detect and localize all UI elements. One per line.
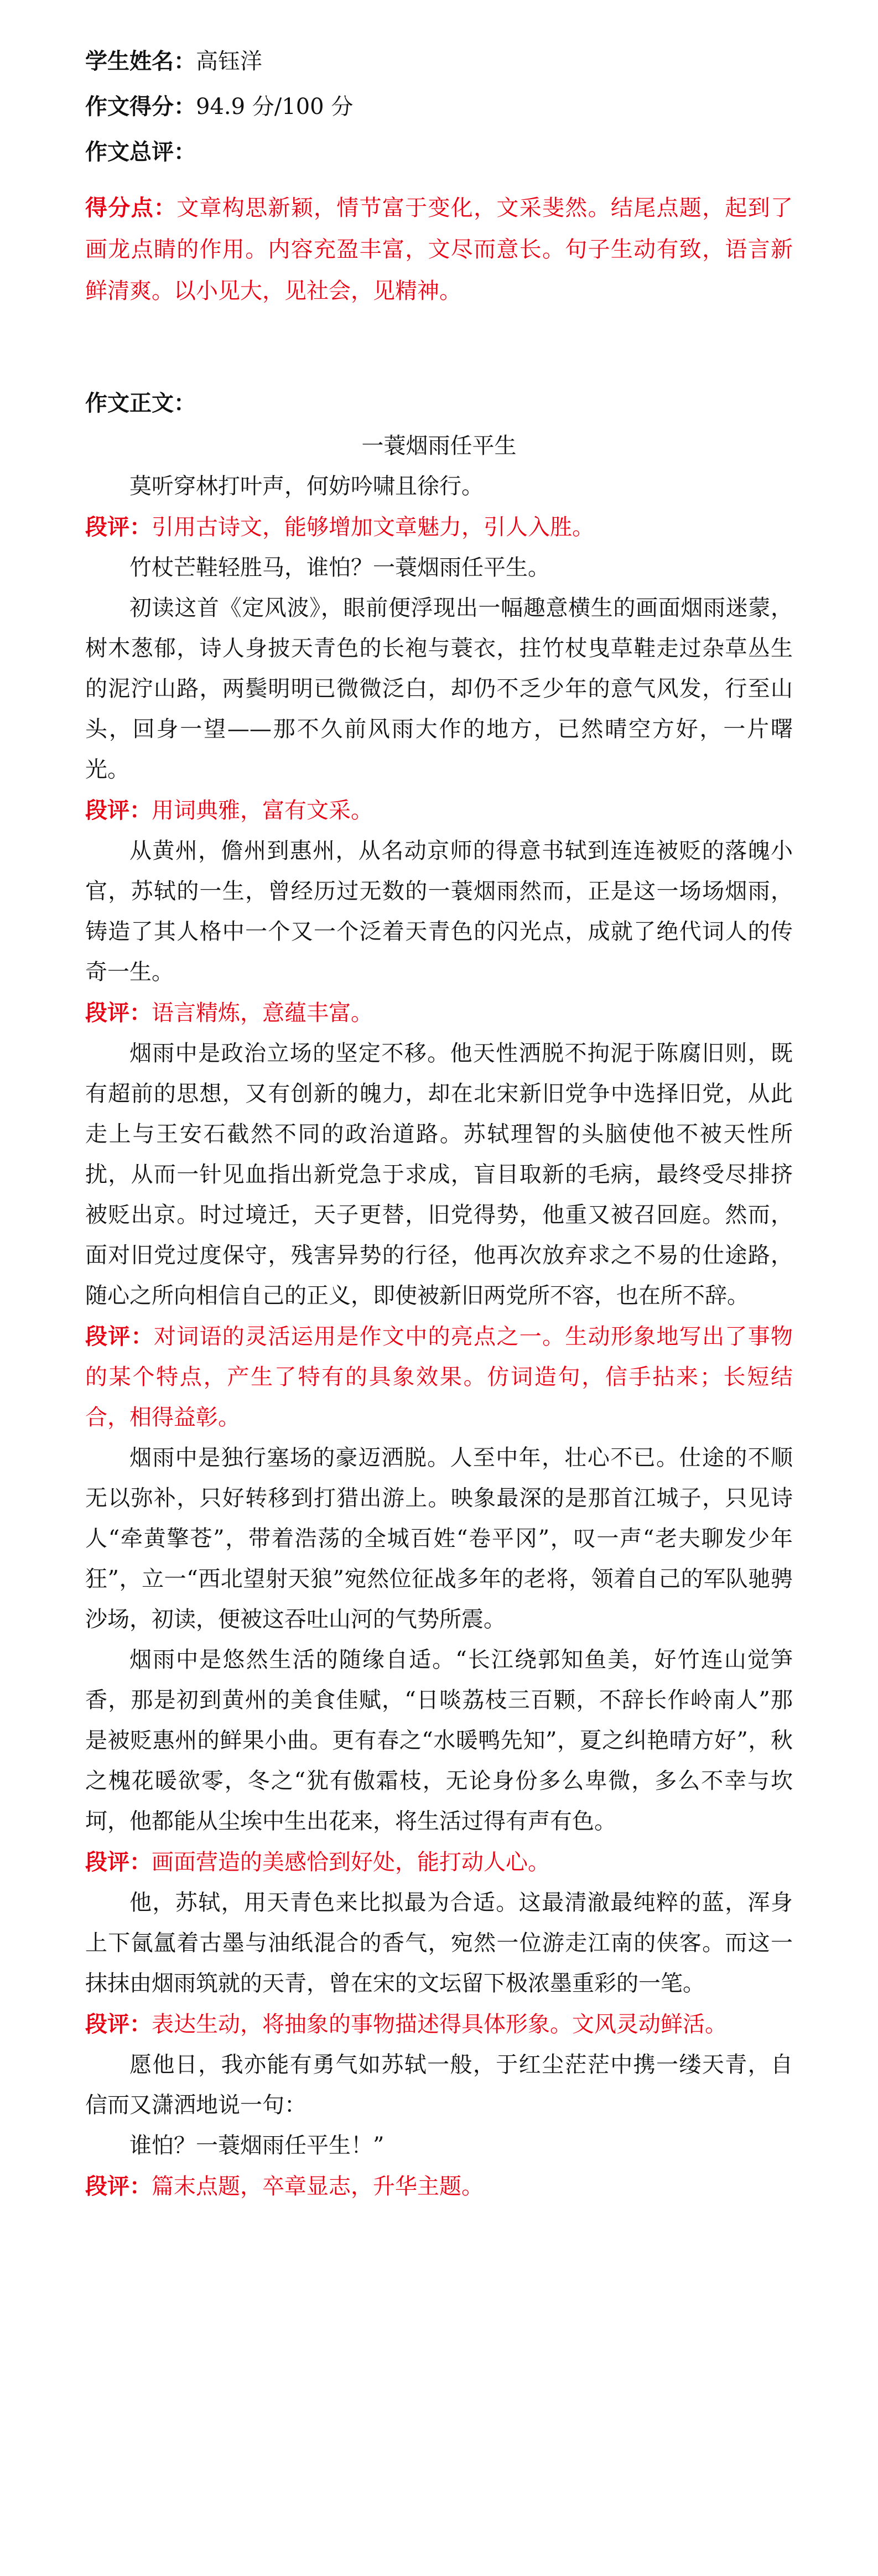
paragraph-comment-6	[85, 2004, 793, 2045]
essay-title: 一蓑烟雨任平生	[361, 433, 517, 459]
essay-body-label: 作文正文：	[85, 390, 196, 416]
essay-paragraph-7: 烟雨中是悠然生活的随缘自适。“长江绕郭知鱼美，好竹连山觉笋香，那是初到黄州的美食佳赋，“日啖荔枝三百颗，不辞长作岭南人”那是被贬惠州的鲜果小曲。更有春之“水暖鸭先知”，夏之纠艳晴方好”，秋之槐花暖欲零，冬之“犹有傲霜枝，无论身份多么卑微，多么不幸与坎坷，他都能从尘埃中生出花来，将生活过得有声有色。	[85, 1647, 793, 1834]
essay-paragraph-8: 他，苏轼，用天青色来比拟最为合适。这最清澈最纯粹的蓝，浑身上下氤氲着古墨与油纸混合的香气，宛然一位游走江南的侠客。而这一抹抹由烟雨筑就的天青，曾在宋的文坛留下极浓墨重彩的一笔。	[85, 1890, 793, 1996]
paragraph-comment-4	[85, 1316, 793, 1438]
paragraph-comment-7	[85, 2166, 793, 2207]
essay-paragraph-1: 莫听穿林打叶声，何妨吟啸且徐行。	[129, 474, 484, 499]
score-label: 作文得分：	[85, 94, 196, 120]
essay-paragraph-3: 初读这首《定风波》，眼前便浮现出一幅趣意横生的画面烟雨迷蒙，树木葱郁，诗人身披天青色的长袍与蓑衣，拄竹杖曳草鞋走过杂草丛生的泥泞山路，两鬓明明已微微泛白，却仍不乏少年的意气风发，行至山头，回身一望——那不久前风雨大作的地方，已然晴空方好，一片曙光。	[85, 595, 793, 782]
scoring-points-text: 文章构思新颖，情节富于变化，文采斐然。结尾点题，起到了画龙点睛的作用。内容充盈丰富，文尽而意长。句子生动有致，语言新鲜清爽。以小见大，见社会，见精神。	[85, 195, 793, 304]
overall-comment-line	[85, 129, 793, 175]
essay-paragraph-2: 竹杖芒鞋轻胜马，谁怕？一蓑烟雨任平生。	[129, 555, 550, 580]
comment-text: 画面营造的美感恰到好处，能打动人心。	[152, 1850, 550, 1875]
comment-label: 段评：	[85, 1323, 154, 1349]
paragraph-comment-5	[85, 1842, 793, 1883]
comment-text: 语言精炼，意蕴丰富。	[152, 1000, 373, 1026]
comment-label: 段评：	[85, 2011, 152, 2037]
score-line	[85, 84, 793, 129]
essay-paragraph-4: 从黄州，儋州到惠州，从名动京师的得意书轼到连连被贬的落魄小官，苏轼的一生，曾经历过无数的一蓑烟雨然而，正是这一场场烟雨，铸造了其人格中一个又一个泛着天青色的闪光点，成就了绝代词人的传奇一生。	[85, 838, 793, 985]
student-name: 高钰洋	[196, 49, 262, 74]
comment-text: 引用古诗文，能够增加文章魅力，引人入胜。	[152, 515, 594, 540]
comment-label: 段评：	[85, 1849, 152, 1875]
comment-text: 对词语的灵活运用是作文中的亮点之一。生动形象地写出了事物的某个特点，产生了特有的具象效果。仿词造句，信手拈来；长短结合，相得益彰。	[85, 1324, 793, 1430]
essay-paragraph-9: 愿他日，我亦能有勇气如苏轼一般，于红尘茫茫中携一缕天青，自信而又潇洒地说一句：	[85, 2052, 793, 2118]
score-value: 94.9 分/100 分	[196, 94, 354, 120]
essay-paragraph-10: 谁怕？一蓑烟雨任平生！”	[129, 2133, 385, 2158]
essay-paragraph-5: 烟雨中是政治立场的坚定不移。他天性洒脱不拘泥于陈腐旧则，既有超前的思想，又有创新的魄力，却在北宋新旧党争中选择旧党，从此走上与王安石截然不同的政治道路。苏轼理智的头脑使他不被天性所扰，从而一针见血指出新党急于求成，盲目取新的毛病，最终受尽排挤被贬出京。时过境迁，天子更替，旧党得势，他重又被召回庭。然而，面对旧党过度保守，残害异势的行径，他再次放弃求之不易的仕途路，随心之所向相信自己的正义，即使被新旧两党所不容，也在所不辞。	[85, 1041, 793, 1308]
overall-label: 作文总评：	[85, 139, 196, 165]
student-name-line	[85, 39, 793, 84]
paragraph-comment-3	[85, 993, 793, 1033]
scoring-points	[85, 187, 793, 312]
comment-label: 段评：	[85, 1000, 152, 1026]
comment-label: 段评：	[85, 2173, 152, 2199]
essay-paragraph-6: 烟雨中是独行塞场的豪迈洒脱。人至中年，壮心不已。仕途的不顺无以弥补，只好转移到打猎出游上。映象最深的是那首江城子，只见诗人“牵黄擎苍”，带着浩荡的全城百姓“卷平冈”，叹一声“老夫聊发少年狂”，立一“西北望射天狼”宛然位征战多年的老将，领着自己的军队驰骋沙场，初读，便被这吞吐山河的气势所震。	[85, 1445, 793, 1632]
comment-text: 表达生动，将抽象的事物描述得具体形象。文风灵动鲜活。	[152, 2012, 727, 2037]
comment-text: 用词典雅，富有文采。	[152, 798, 373, 823]
paragraph-comment-2	[85, 790, 793, 831]
scoring-points-label: 得分点：	[85, 195, 177, 221]
paragraph-comment-1	[85, 507, 793, 548]
comment-label: 段评：	[85, 514, 152, 540]
comment-label: 段评：	[85, 797, 152, 823]
comment-text: 篇末点题，卒章显志，升华主题。	[152, 2174, 484, 2199]
student-name-label: 学生姓名：	[85, 48, 196, 74]
